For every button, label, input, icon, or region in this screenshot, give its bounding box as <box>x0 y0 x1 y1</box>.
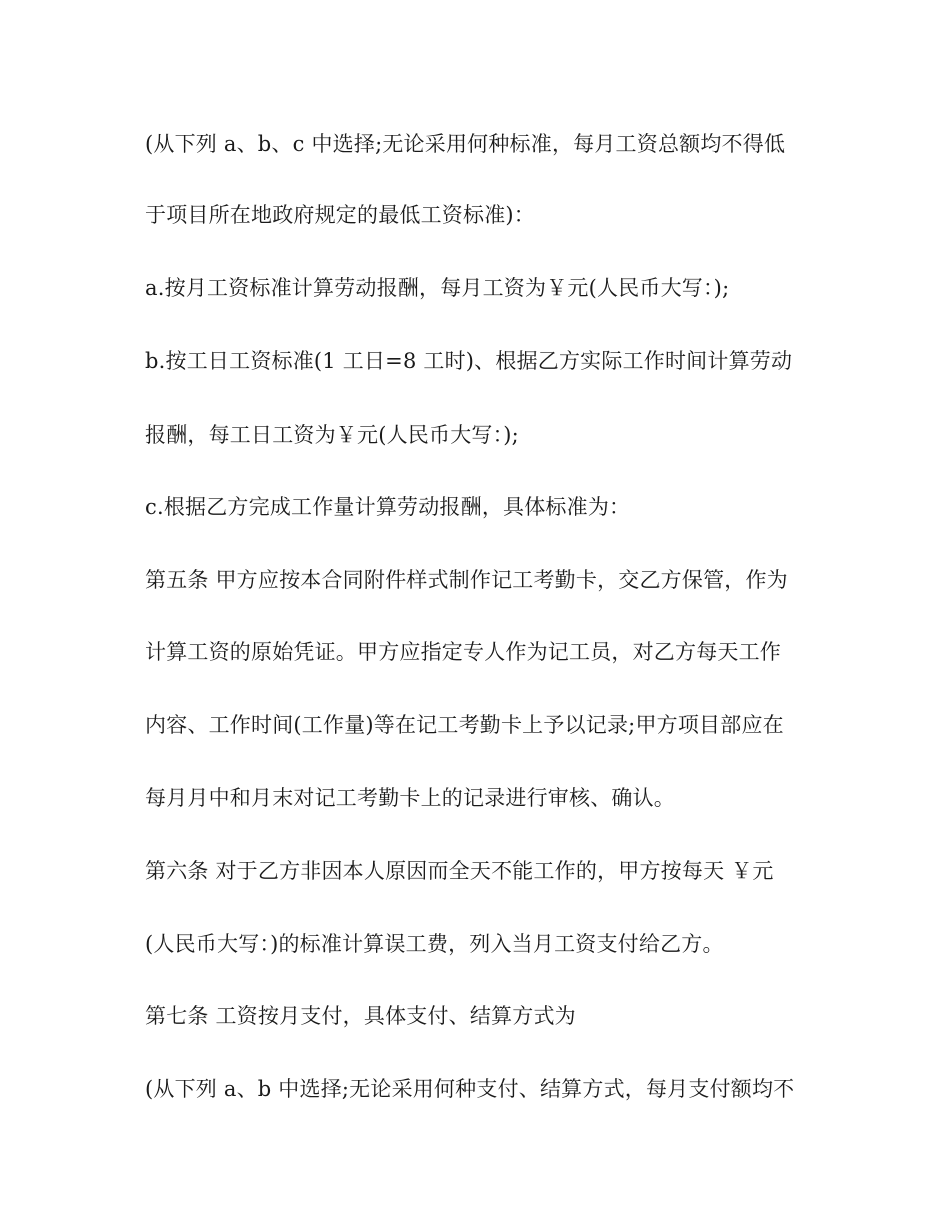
text-line: c.根据乙方完成工作量计算劳动报酬，具体标准为： <box>145 495 631 519</box>
text-line: (从下列 a、b、c 中选择;无论采用何种标准，每月工资总额均不得低 <box>145 132 786 156</box>
text-line: b.按工日工资标准(1 工日=8 工时)、根据乙方实际工作时间计算劳动 <box>145 349 793 373</box>
text-line: 于项目所在地政府规定的最低工资标准)： <box>145 203 535 227</box>
text-line: (从下列 a、b 中选择;无论采用何种支付、结算方式，每月支付额均不 <box>145 1077 795 1101</box>
text-line: a.按月工资标准计算劳动报酬，每月工资为￥元(人民币大写：); <box>145 276 730 300</box>
text-line: 内容、工作时间(工作量)等在记工考勤卡上予以记录;甲方项目部应在 <box>145 713 784 737</box>
article-6-heading-line: 第六条 对于乙方非因本人原因而全天不能工作的，甲方按每天 ￥元 <box>145 859 774 883</box>
text-line: 报酬，每工日工资为￥元(人民币大写：); <box>145 423 519 447</box>
article-7-heading-line: 第七条 工资按月支付，具体支付、结算方式为 <box>145 1004 576 1028</box>
text-line: (人民币大写：)的标准计算误工费，列入当月工资支付给乙方。 <box>145 932 724 956</box>
article-5-heading-line: 第五条 甲方应按本合同附件样式制作记工考勤卡，交乙方保管，作为 <box>145 568 788 592</box>
text-line: 计算工资的原始凭证。甲方应指定专人作为记工员，对乙方每天工作 <box>145 640 781 664</box>
text-line: 每月月中和月末对记工考勤卡上的记录进行审核、确认。 <box>145 786 675 810</box>
